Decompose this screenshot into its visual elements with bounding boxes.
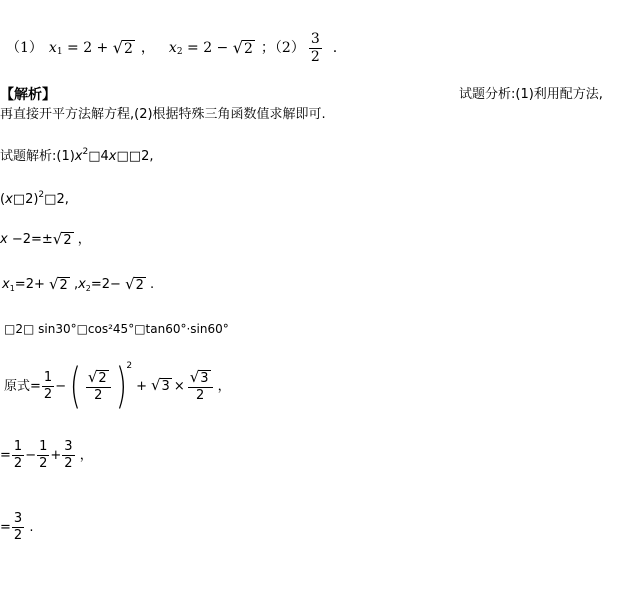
sqrt-2-a: √ 2 (49, 275, 68, 293)
step-3-end: . (25, 519, 34, 535)
exponent: 2 (38, 190, 45, 200)
answer-fraction: $\frac{3}{2}$ (310, 31, 320, 65)
solution-l1-end: □□2, (116, 149, 154, 164)
answer-comma: ， (140, 40, 155, 57)
open-paren: ( (0, 192, 6, 207)
analysis-intro-right: 试题分析:(1)利用配方法, (459, 87, 603, 102)
times-sign: × (173, 378, 185, 394)
minus-sign: − (55, 378, 67, 394)
solution-l4-end: . (145, 277, 155, 293)
sqrt-3: √ 3 (151, 376, 170, 395)
original-label: 原式= (4, 378, 41, 394)
solution-l2-text: □2) (12, 192, 39, 207)
solution-line-3 (0, 232, 91, 248)
subscript-1: 1 (9, 283, 15, 293)
sqrt-2: √ 2 (52, 230, 72, 248)
answer-sqrt2-b: √ 2 (232, 37, 253, 57)
var-x2: x (78, 277, 86, 293)
solution-line-1 (0, 147, 154, 164)
var-x: x (108, 149, 117, 164)
solution-step-2 (0, 440, 93, 470)
answer-line (6, 32, 337, 64)
answer-sqrt2-a: √ 2 (112, 37, 133, 57)
solution-l3-text: −2=± (7, 232, 53, 248)
left-paren: ( (69, 358, 82, 414)
plus-sign: + (50, 447, 62, 463)
answer-x2: x (168, 40, 177, 57)
solution-line-2 (0, 190, 69, 207)
exponent: 2 (82, 147, 89, 157)
answer-part1-label: （1） (6, 40, 43, 57)
analysis-heading: 【解析】 (0, 87, 56, 103)
var-x: x (74, 149, 83, 164)
equals-sign: = (0, 519, 11, 535)
answer-x1: x (48, 40, 57, 57)
sqrt-2-b: √ 2 (125, 275, 144, 293)
answer-part2-label: ；（2） (260, 40, 305, 57)
plus-sign: + (136, 378, 148, 394)
final-fraction: $\frac{3}{2}$ (13, 511, 23, 543)
fraction-sqrt3-2: √ 3 2 (188, 370, 213, 402)
step-2-end: ， (75, 447, 93, 463)
answer-x1-subscript: 1 (56, 46, 63, 57)
answer-x2-subscript: 2 (176, 46, 183, 57)
fraction-c: $\frac{3}{2}$ (64, 439, 73, 471)
fraction-1-2: $\frac{1}{2}$ (43, 369, 53, 402)
answer-period: . (332, 40, 338, 57)
square-exponent: 2 (126, 360, 133, 371)
var-x: x (0, 232, 8, 248)
solution-step-3 (0, 512, 33, 542)
separator: , (69, 277, 79, 293)
fraction-sqrt2-2: √ 2 2 (86, 370, 111, 402)
minus-sign: − (25, 447, 37, 463)
solution-label: 试题解析:(1) (0, 149, 75, 164)
solution-l1-text: □4 (88, 149, 109, 164)
answer-x1-eq: = 2 + (62, 40, 113, 57)
right-paren: ) (115, 358, 127, 414)
var-x1: x (2, 277, 10, 293)
solution-trig-line: □2□ sin30°□cos²45°□tan60°·sin60° (4, 322, 229, 336)
solution-l4-text-2: =2− (90, 277, 126, 293)
expression-end: ， (213, 378, 231, 394)
solution-l3-end: ， (73, 232, 91, 248)
solution-l4-text-1: =2+ (14, 277, 49, 293)
answer-x2-eq: = 2 − (182, 40, 233, 57)
analysis-intro-line2: 再直接开平方法解方程,(2)根据特殊三角函数值求解即可. (0, 107, 326, 122)
fraction-a: $\frac{1}{2}$ (13, 439, 23, 471)
fraction-b: $\frac{1}{2}$ (39, 439, 48, 471)
subscript-2: 2 (85, 283, 91, 293)
var-x: x (5, 192, 13, 207)
solution-original-expression (4, 358, 231, 414)
solution-line-4 (2, 277, 154, 293)
equals-sign: = (0, 447, 11, 463)
solution-l2-end: □2, (44, 192, 69, 207)
